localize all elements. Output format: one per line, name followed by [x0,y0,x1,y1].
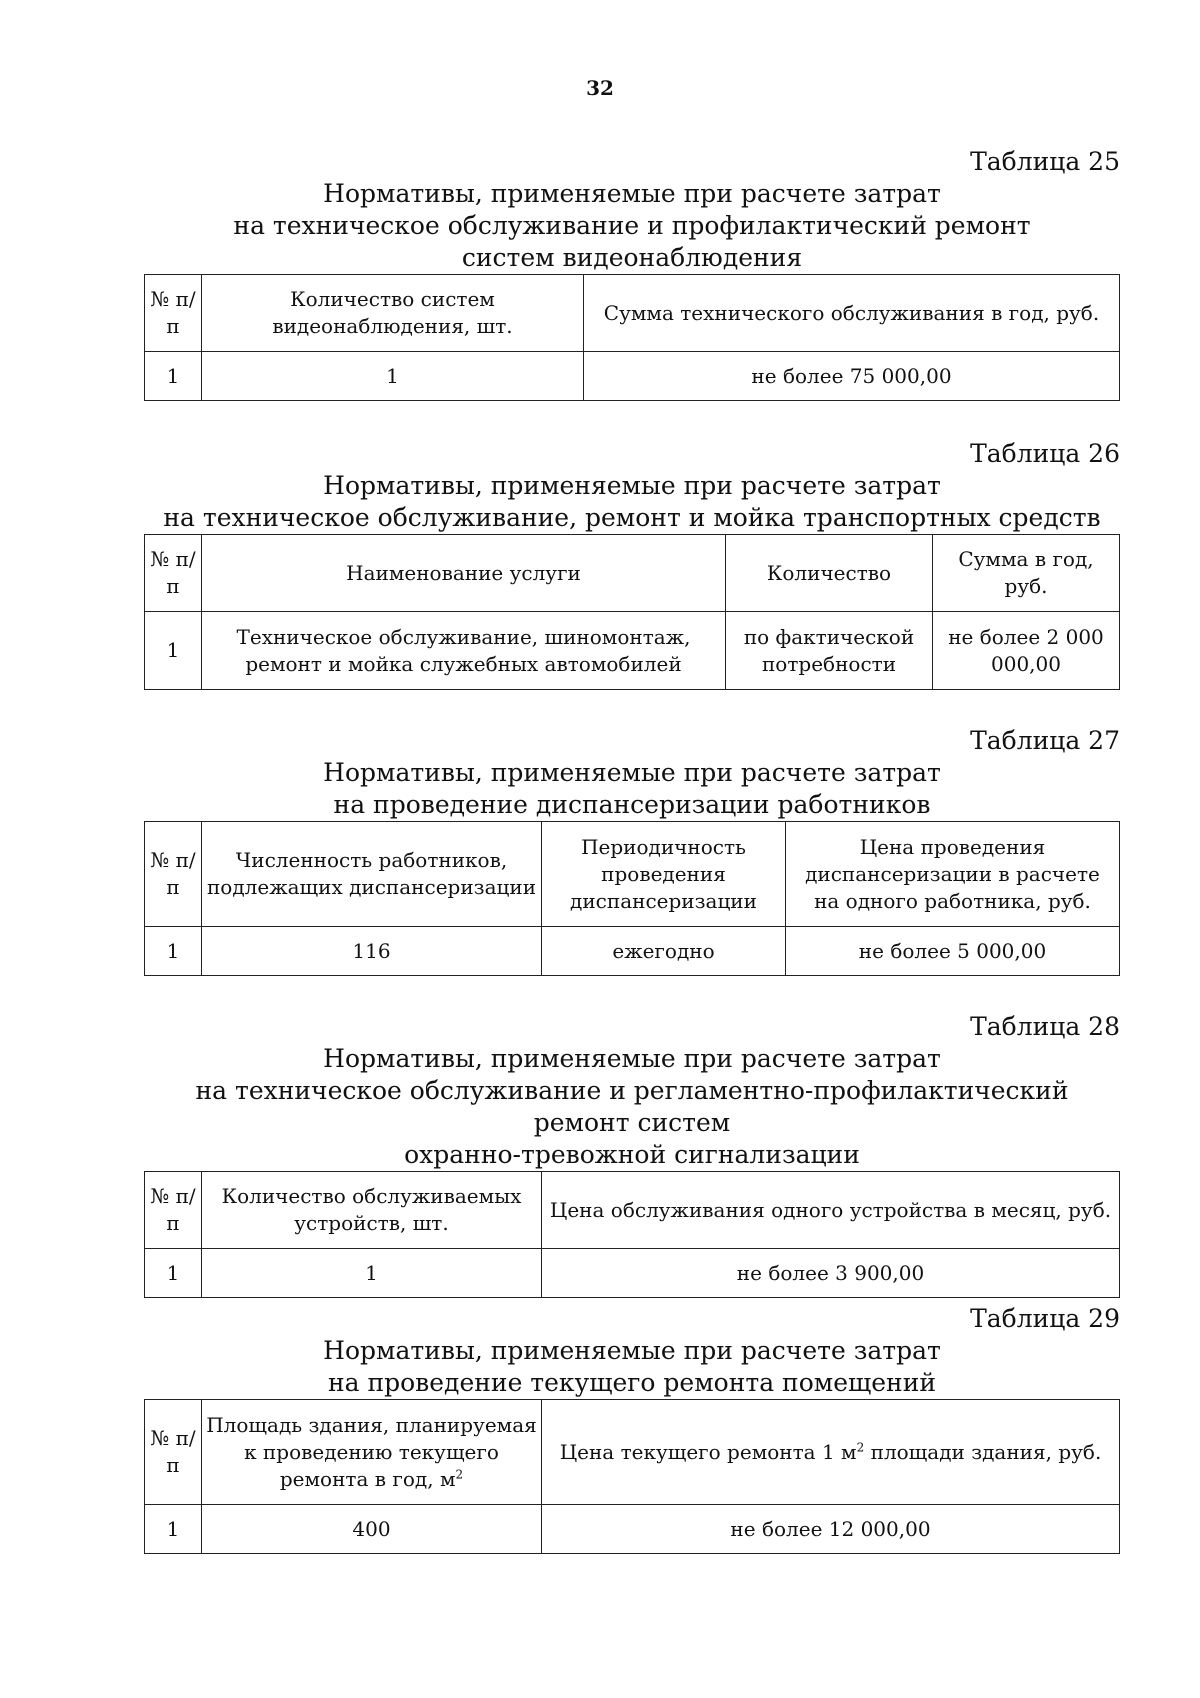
header-cell: Количество [726,535,933,612]
header-cell: Количество систем видеонаблюдения, шт. [202,275,584,352]
table-row [145,1505,1120,1554]
table-cell: 1 [145,612,202,690]
header-text: Площадь здания, планируемая к проведению текущего ремонта в год, м [206,1412,537,1491]
header-cell: Сумма в год, руб. [933,535,1120,612]
header-cell: Наименование услуги [202,535,726,612]
table-row [145,927,1120,976]
table-cell: 1 [145,927,202,976]
header-cell: № п/п [145,275,202,352]
table-header-row [145,1172,1120,1249]
table-title [144,1043,1120,1171]
table-cell: не более 3 900,00 [542,1249,1120,1298]
table-cell: 1 [145,352,202,401]
table-label: Таблица 25 [970,147,1120,176]
table-row [145,1249,1120,1298]
header-text: площади здания, руб. [870,1439,1102,1464]
table-cell: по фактической потребности [726,612,933,690]
norm-table-25 [144,274,1120,401]
table-label: Таблица 29 [970,1304,1120,1333]
table-title-line: на техническое обслуживание и профилактический ремонт [233,211,1031,240]
table-label: Таблица 28 [970,1012,1120,1041]
header-cell: № п/п [145,535,202,612]
table-cell: Техническое обслуживание, шиномонтаж, ремонт и мойка служебных автомобилей [202,612,726,690]
table-cell: 400 [202,1505,542,1554]
table-title [144,178,1120,274]
table-title-line: на проведение текущего ремонта помещений [327,1368,937,1397]
table-title-line: Нормативы, применяемые при расчете затрат [323,179,941,208]
norm-table-27 [144,821,1120,976]
norm-table-26 [144,534,1120,690]
norm-table-28 [144,1171,1120,1298]
header-cell: Цена проведения диспансеризации в расчете на одного работника, руб. [786,822,1120,927]
header-cell: № п/п [145,822,202,927]
header-cell: Цена обслуживания одного устройства в месяц, руб. [542,1172,1120,1249]
table-header-row [145,1400,1120,1505]
table-title [144,757,1120,821]
table-label: Таблица 27 [970,726,1120,755]
table-title-line: на техническое обслуживание и регламентно-профилактический ремонт систем [195,1076,1069,1137]
table-27-block [144,725,1120,976]
table-cell: не более 12 000,00 [542,1505,1120,1554]
table-cell: 116 [202,927,542,976]
table-label: Таблица 26 [970,439,1120,468]
header-cell: № п/п [145,1172,202,1249]
header-cell: № п/п [145,1400,202,1505]
table-title-line: охранно-тревожной сигнализации [404,1140,860,1169]
table-cell: 1 [145,1249,202,1298]
table-25-block [144,146,1120,401]
norm-table-29 [144,1399,1120,1554]
page-number: 32 [586,76,614,100]
table-header-row [145,822,1120,927]
table-29-block [144,1303,1120,1554]
header-cell: Количество обслуживаемых устройств, шт. [202,1172,542,1249]
table-cell: не более 5 000,00 [786,927,1120,976]
header-cell: Сумма технического обслуживания в год, руб. [584,275,1120,352]
table-cell: 1 [145,1505,202,1554]
table-title-line: Нормативы, применяемые при расчете затрат [323,1044,941,1073]
table-title-line: систем видеонаблюдения [461,243,803,272]
table-title-line: Нормативы, применяемые при расчете затрат [323,758,941,787]
table-28-block [144,1011,1120,1298]
table-title-line: Нормативы, применяемые при расчете затрат [323,1336,941,1365]
table-title-line: на проведение диспансеризации работников [333,790,931,819]
table-cell: 1 [202,1249,542,1298]
table-title-line: Нормативы, применяемые при расчете затрат [323,471,941,500]
header-cell [202,1400,542,1505]
superscript: 2 [856,1439,865,1454]
header-cell: Периодичность проведения диспансеризации [542,822,786,927]
header-cell [542,1400,1120,1505]
header-text: Цена текущего ремонта 1 м [559,1439,857,1464]
table-title [144,1335,1120,1399]
table-header-row [145,535,1120,612]
table-title [144,470,1120,534]
table-cell: ежегодно [542,927,786,976]
table-cell: 1 [202,352,584,401]
table-row [145,612,1120,690]
table-header-row [145,275,1120,352]
table-row [145,352,1120,401]
table-26-block [144,438,1120,690]
table-cell: не более 75 000,00 [584,352,1120,401]
superscript: 2 [455,1466,464,1481]
table-title-line: на техническое обслуживание, ремонт и мойка транспортных средств [163,503,1101,532]
header-cell: Численность работников, подлежащих диспансеризации [202,822,542,927]
table-cell: не более 2 000 000,00 [933,612,1120,690]
